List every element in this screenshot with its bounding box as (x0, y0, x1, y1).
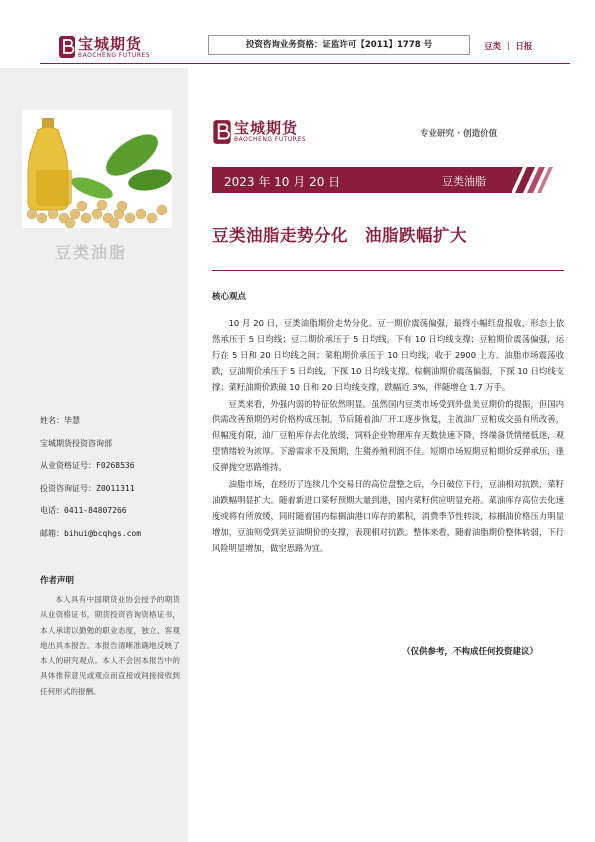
banner-stripes-icon (505, 167, 570, 193)
logo-text-cn: 宝城期货 (234, 119, 299, 137)
analyst-name: 姓名：毕慧 (40, 416, 80, 425)
report-category: 豆类油脂 (442, 175, 486, 188)
disclaimer: （仅供参考，不构成任何投资建议） (402, 647, 539, 657)
soybean-oil-image (22, 110, 172, 228)
report-headline: 豆类油脂走势分化 油脂跌幅扩大 (212, 226, 467, 245)
header-logo (58, 33, 158, 63)
report-body (212, 316, 564, 558)
analyst-department: 宝城期货投资咨询部 (40, 438, 112, 448)
report-tag: 豆类 ｜ 日报 (484, 42, 533, 52)
header-divider (40, 63, 570, 64)
main-logo (212, 117, 332, 147)
section-title: 核心观点 (212, 292, 247, 302)
body-paragraph: 10 月 20 日，豆类油脂期价走势分化。豆一期价震荡偏强，最终小幅红盘报收，形态上依然承压于 5 日均线；豆二期价承压于 5 日均线，下有 10 日均线支撑；豆粕期价震荡偏强，运行在 5 日和 20 日均线之间；菜粕期价承压于 10 日均线，收于 2900 上方。油脂市场震荡收跌，豆油期价承压于 5 日均线，下探 10 日均线支撑。棕榈油期价震荡偏弱，下探 10 日均线支撑；菜籽油期价跌破 10 日和 20 日均线支撑，跌幅近 3%，伴随增仓 1.7 万手。 (212, 318, 564, 392)
logo-text-cn: 宝城期货 (78, 35, 143, 53)
company-logo-icon (212, 119, 232, 145)
logo-text-en: BAOCHENG FUTURES (234, 136, 307, 143)
company-logo-icon (58, 35, 76, 59)
analyst-phone: 电话：0411-84807266 (40, 506, 127, 515)
headline-divider (212, 270, 564, 271)
analyst-consult-cert: 投资咨询证号：Z0011311 (40, 483, 135, 493)
declaration-title: 作者声明 (40, 576, 75, 586)
analyst-qualification: 从业资格证号：F0268536 (40, 461, 135, 470)
slogan: 专业研究 · 创造价值 (420, 129, 498, 139)
logo-text-en: BAOCHENG FUTURES (78, 52, 151, 59)
analyst-email[interactable]: 邮箱：bihui@bcqhgs.com (40, 528, 142, 538)
body-paragraph: 油脂市场，在经历了连续几个交易日的高位盘整之后，今日破位下行，豆油相对抗跌，菜籽油跌幅明显扩大。随着新进口菜籽预期大量到港，国内菜籽供应明显充裕。菜油库存高位去化速度或将有所放缓，同时随着国内棕榈油港口库存的累积，消费季节性转淡，棕榈油价格压力明显增加，豆油则受到美豆油期价的支撑，表现相对抗跌。整体来看，随着油脂期价整体转弱，下行风险明显增加，做空思路为宜。 (212, 479, 564, 553)
declaration-text: 本人具有中国期货业协会授予的期货从业资格证书，期货投资咨询资格证书，本人承诺以勤勉的职业态度，独立、客观地出具本报告。本报告清晰准确地反映了本人的研究观点。本人不会因本报告中的具体推荐意见或观点而直接或间接接收到任何形式的报酬。 (40, 595, 180, 696)
license-info: 投资咨询业务资格：证监许可【2011】1778 号 (208, 35, 470, 55)
analyst-info (40, 410, 185, 545)
report-date: 2023 年 10 月 20 日 (224, 175, 341, 189)
sidebar-title: 豆类油脂 (55, 243, 128, 262)
body-paragraph: 豆类来看，外强内弱的特征依然明显。虽然国内豆类市场受到外盘美豆期价的提振，但国内供需改善预期仍对价格构成压制。节后随着油厂开工逐步恢复，主流油厂豆粕成交虽有所改善，但幅度有限，油厂豆粕库存去化放缓，饲料企业物理库存天数快速下降，终端备货情绪低迷，观望情绪较为浓厚。下游需求不及预期，生猪养殖利润不佳。短期市场短期豆粕期价反弹承压，逢反弹抛空思路维持。 (212, 398, 564, 473)
